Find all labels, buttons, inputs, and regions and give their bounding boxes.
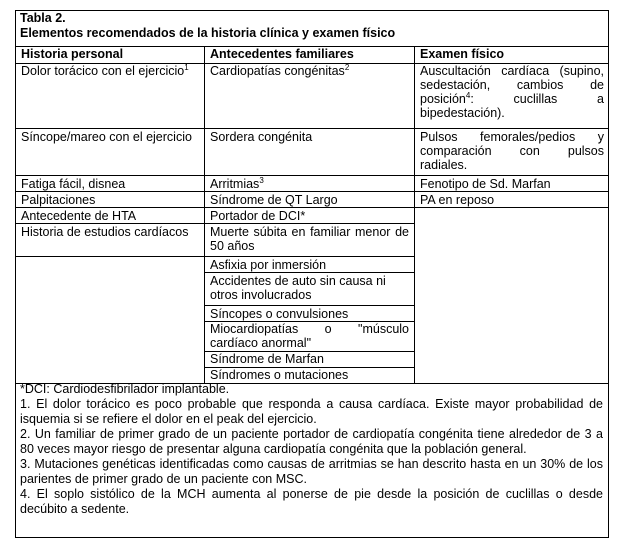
familiar-row-7: Asfixia por inmersión (210, 258, 327, 272)
exam-row-1-sup: 4 (465, 90, 471, 100)
familiar-row-1-text: Cardiopatías congénitas (210, 64, 345, 78)
exam-row-1-text-b: : cuclillas a bipedestación). (420, 92, 604, 120)
familiar-row-5: Portador de DCI* (210, 209, 306, 223)
familiar-row-4: Síndrome de QT Largo (210, 193, 338, 207)
personal-row-6: Historia de estudios cardíacos (21, 225, 189, 239)
familiar-row-1-sup: 2 (344, 62, 350, 72)
personal-row-1-sup: 1 (184, 62, 189, 72)
table-label: Tabla 2. (20, 11, 66, 25)
header-historia-personal: Historia personal (21, 47, 124, 61)
familiar-row-2: Sordera congénita (210, 130, 313, 144)
header-antecedentes-familiares: Antecedentes familiares (210, 47, 354, 61)
table-caption: Elementos recomendados de la historia clínica y examen físico (20, 26, 396, 40)
personal-row-1-text: Dolor torácico con el ejercicio (21, 64, 185, 78)
personal-row-5: Antecedente de HTA (21, 209, 137, 223)
personal-row-2 (16, 130, 204, 176)
exam-row-3: Fenotipo de Sd. Marfan (420, 177, 551, 191)
table-frame (15, 10, 609, 538)
footnotes (20, 382, 603, 517)
header-examen-fisico: Examen físico (420, 47, 505, 61)
footnote-3: 3. Mutaciones genéticas identificadas como causas de arritmias se han descrito hasta en un 30% de los parientes de primer grado de un paciente con MSC. (20, 457, 603, 486)
familiar-row-11: Síndrome de Marfan (210, 352, 324, 366)
exam-row-2: Pulsos femorales/pedios y comparación con pulsos radiales. (420, 130, 604, 172)
personal-row-1 (16, 64, 204, 132)
exam-row-1 (415, 64, 609, 128)
familiar-row-6: Muerte súbita en familiar menor de 50 años (210, 225, 409, 253)
familiar-row-3 (205, 177, 414, 192)
footnote-4: 4. El soplo sistólico de la MCH aumenta al ponerse de pie desde la posición de cuclillas o desde decúbito a sedente. (20, 487, 603, 516)
familiar-row-12: Síndromes o mutaciones (210, 368, 349, 382)
footnote-2: 2. Un familiar de primer grado de un paciente portador de cardiopatía congénita tiene alrededor de 3 a 80 veces mayor riesgo de presentar alguna cardiopatía congénita que la población general. (20, 427, 603, 456)
familiar-row-3-sup: 3 (259, 175, 264, 185)
personal-row-2-text: Síncope/mareo con el ejercicio (21, 130, 192, 144)
familiar-row-3-text: Arritmias (210, 177, 260, 191)
table-title-block (16, 11, 608, 47)
personal-row-3: Fatiga fácil, disnea (21, 177, 126, 191)
personal-row-4: Palpitaciones (21, 193, 96, 207)
familiar-row-1 (205, 64, 414, 128)
familiar-row-8: Accidentes de auto sin causa ni otros involucrados (210, 274, 386, 302)
footnote-dci: *DCI: Cardiodesfibrilador implantable. (20, 382, 230, 396)
familiar-row-10: Miocardiopatías o "músculo cardíaco anormal" (210, 322, 409, 350)
familiar-row-9: Síncopes o convulsiones (210, 307, 349, 321)
exam-row-1-text-a: Auscultación cardíaca (supino, sedestación, cambios de posición (420, 64, 604, 106)
exam-row-4: PA en reposo (420, 193, 495, 207)
footnote-1: 1. El dolor torácico es poco probable que responda a causa cardíaca. Existe mayor probabilidad de isquemia si se refiere el dolor en el peak del ejercicio. (20, 397, 603, 426)
